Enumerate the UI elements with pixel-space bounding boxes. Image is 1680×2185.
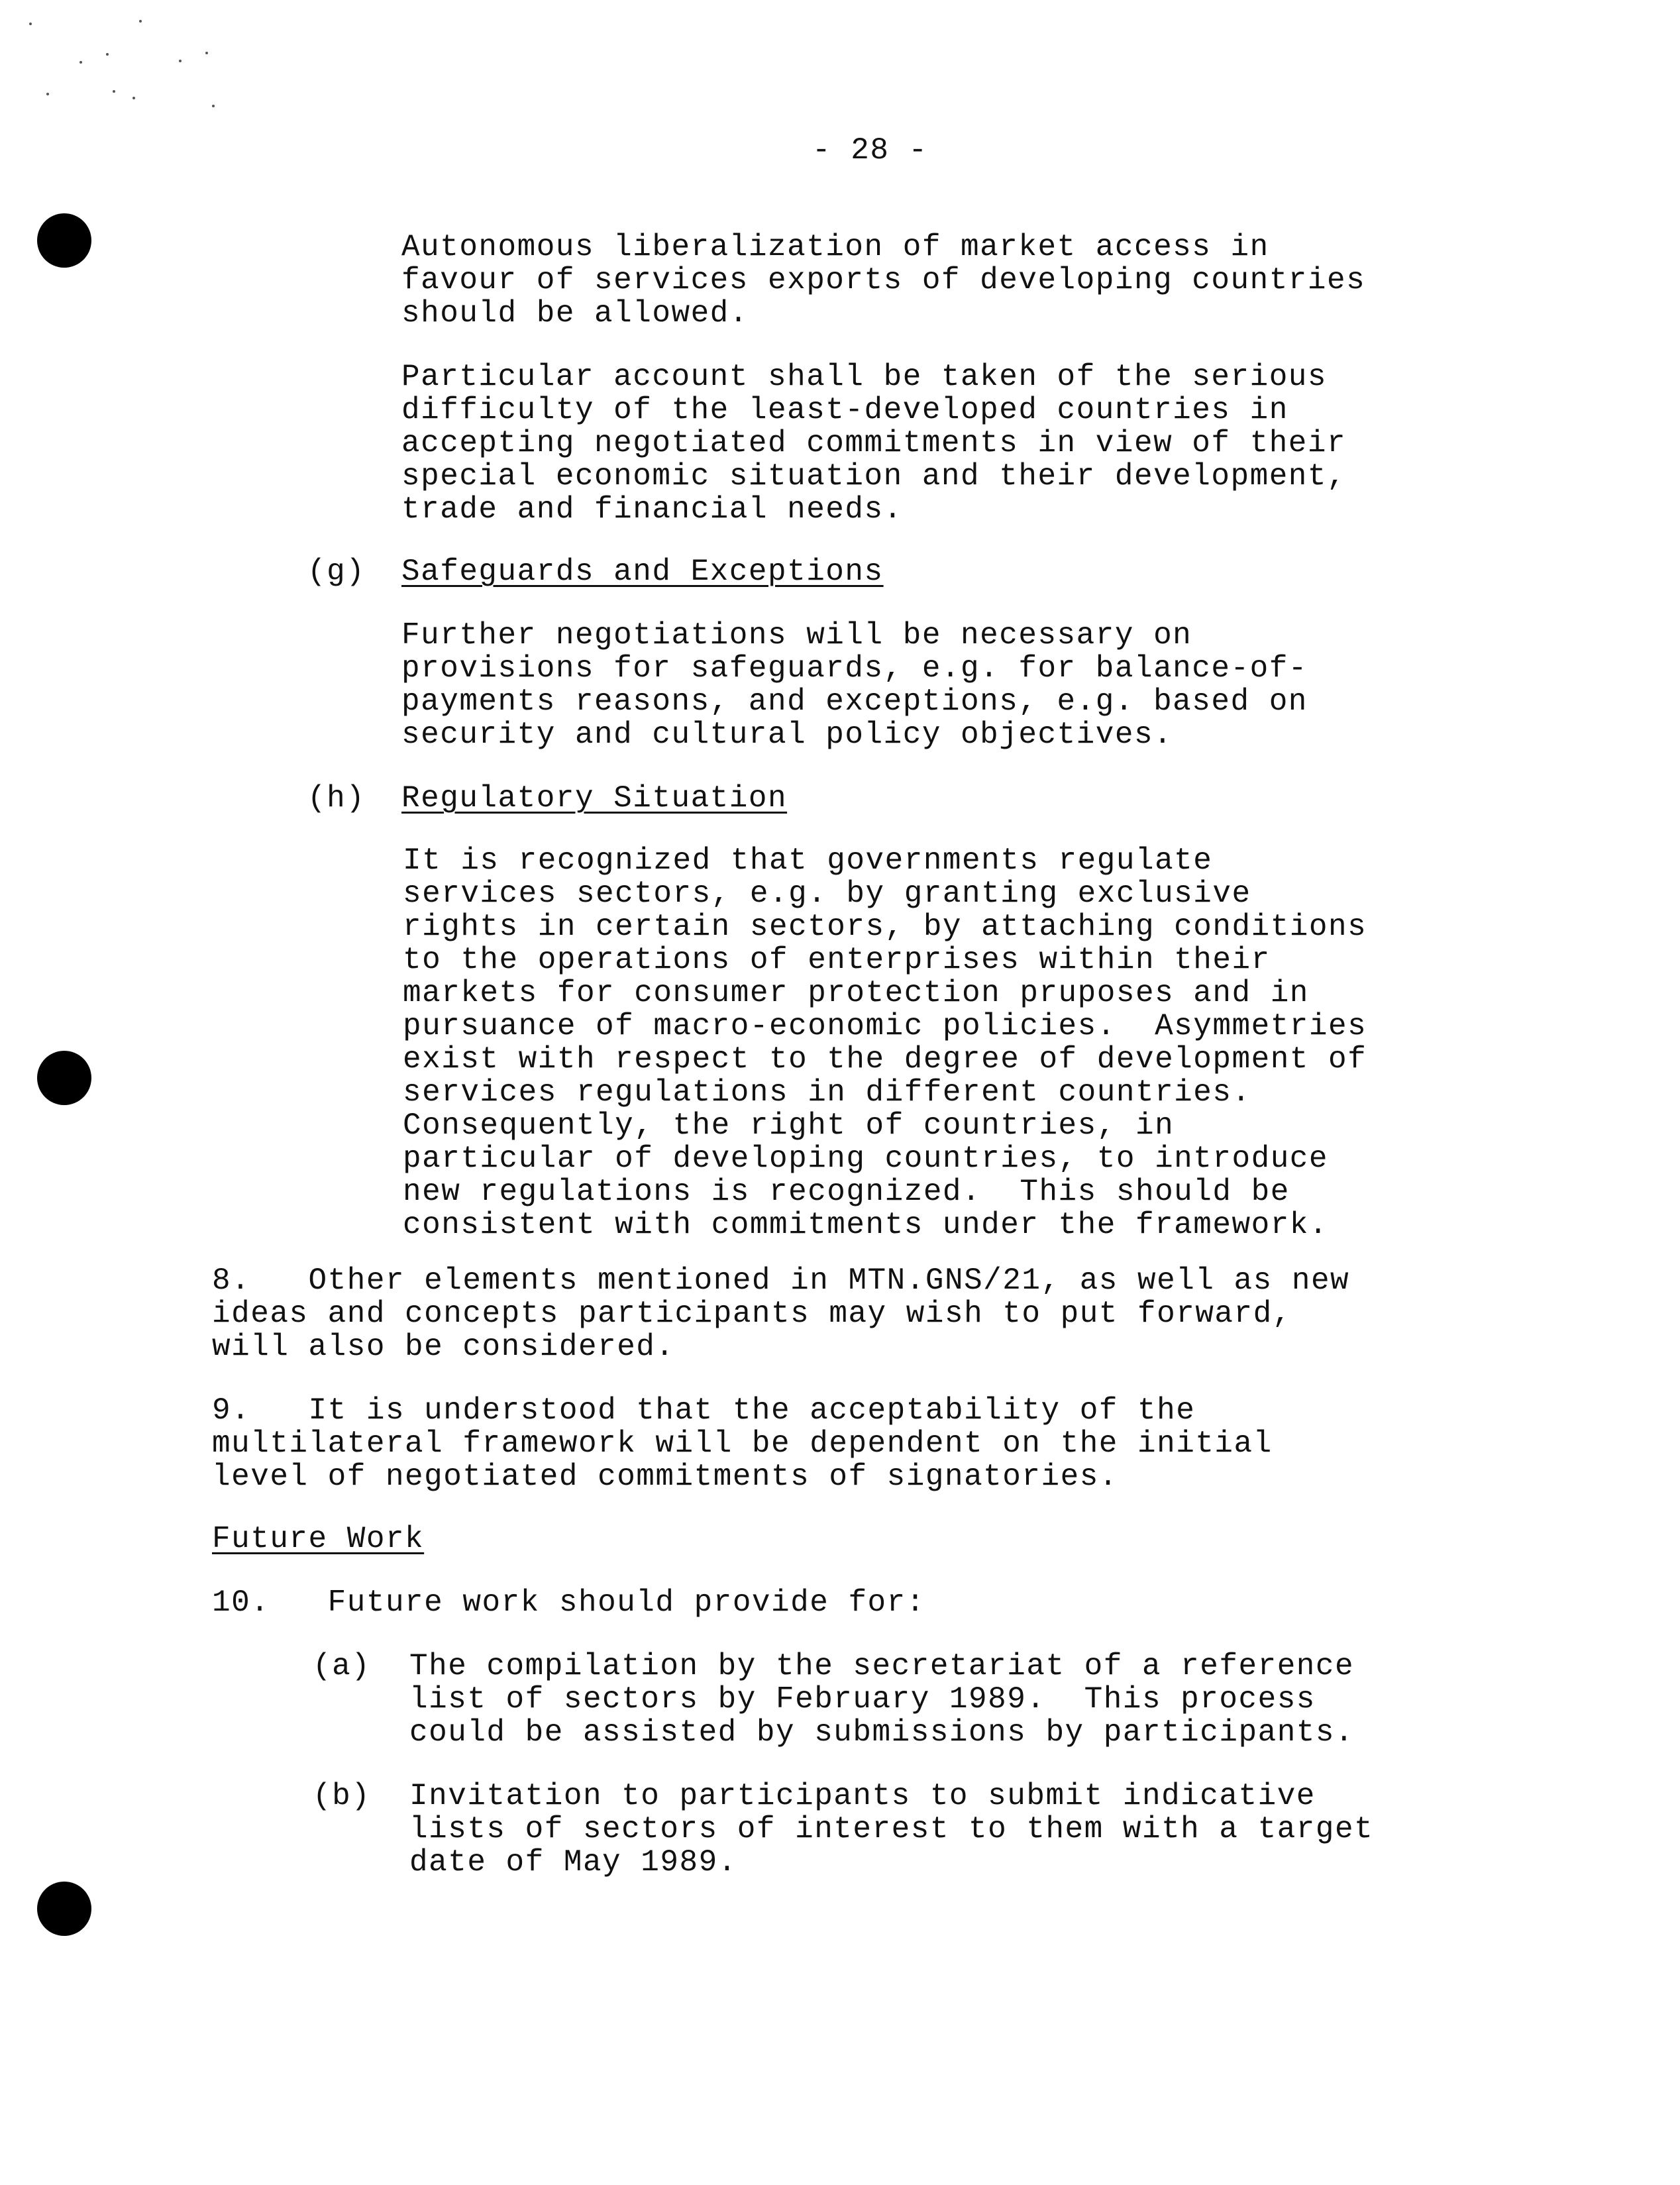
text-line: multilateral framework will be dependent on the initial	[212, 1426, 1273, 1461]
scan-speck	[113, 90, 115, 93]
text-line: Further negotiations will be necessary on	[401, 618, 1192, 653]
item-b-text	[409, 1780, 1373, 1879]
section-h-heading: Regulatory Situation	[401, 781, 788, 816]
text-line: to the operations of enterprises within their	[403, 943, 1271, 977]
regulatory-paragraph	[403, 844, 1367, 1242]
text-line: trade and financial needs.	[401, 492, 903, 527]
text-line: pursuance of macro-economic policies. Asymmetries	[403, 1009, 1367, 1043]
safeguards-paragraph	[401, 619, 1308, 751]
punch-hole-top	[37, 213, 91, 268]
text-line: will also be considered.	[212, 1330, 675, 1364]
scan-speck	[29, 23, 32, 25]
text-line: 9. It is understood that the acceptability of the	[212, 1393, 1196, 1428]
text-line: consistent with commitments under the framework.	[403, 1208, 1329, 1242]
item-b-marker: (b)	[313, 1779, 371, 1813]
text-line: list of sectors by February 1989. This process	[409, 1682, 1316, 1717]
text-line: exist with respect to the degree of development of	[403, 1042, 1367, 1077]
scan-speck	[179, 60, 182, 62]
text-line: rights in certain sectors, by attaching conditions	[403, 910, 1367, 944]
text-line: ideas and concepts participants may wish to put forward,	[212, 1297, 1292, 1331]
text-line: favour of services exports of developing countries	[401, 263, 1366, 297]
paragraph-10-intro: 10. Future work should provide for:	[212, 1585, 925, 1620]
text-line: services regulations in different countries.	[403, 1075, 1251, 1110]
scan-speck	[106, 53, 109, 56]
text-line: could be assisted by submissions by participants.	[409, 1715, 1355, 1750]
punch-hole-bottom	[37, 1882, 91, 1936]
text-line: provisions for safeguards, e.g. for balance-of-	[401, 651, 1308, 686]
text-line: difficulty of the least-developed countries in	[401, 393, 1288, 427]
text-line: It is recognized that governments regulate	[403, 843, 1213, 878]
item-a-marker: (a)	[313, 1649, 371, 1683]
section-g-marker: (g)	[307, 555, 366, 589]
autonomous-liberalization-paragraph	[401, 231, 1365, 330]
text-line: particular of developing countries, to introduce	[403, 1142, 1329, 1176]
text-line: level of negotiated commitments of signatories.	[212, 1460, 1118, 1494]
text-line: payments reasons, and exceptions, e.g. based on	[401, 684, 1308, 719]
future-work-heading: Future Work	[212, 1522, 425, 1556]
section-g-heading: Safeguards and Exceptions	[401, 555, 884, 589]
text-line: lists of sectors of interest to them with a target	[409, 1812, 1374, 1846]
text-line: Particular account shall be taken of the serious	[401, 360, 1328, 394]
scan-speck	[212, 105, 215, 107]
paragraph-9	[212, 1394, 1273, 1493]
text-line: should be allowed.	[401, 296, 749, 331]
scan-speck	[79, 61, 82, 64]
text-line: 8. Other elements mentioned in MTN.GNS/21, as well as new	[212, 1263, 1350, 1298]
scan-speck	[205, 52, 208, 54]
section-h-marker: (h)	[307, 781, 366, 816]
page-number: - 28 -	[812, 133, 928, 168]
text-line: Invitation to participants to submit indicative	[409, 1779, 1316, 1813]
text-line: date of May 1989.	[409, 1845, 737, 1880]
text-line: special economic situation and their development,	[401, 459, 1347, 494]
scan-speck	[132, 97, 135, 99]
text-line: The compilation by the secretariat of a reference	[409, 1649, 1355, 1683]
least-developed-paragraph	[401, 360, 1346, 526]
text-line: services sectors, e.g. by granting exclusive	[403, 877, 1251, 911]
text-line: markets for consumer protection pruposes and in	[403, 976, 1309, 1010]
text-line: Consequently, the right of countries, in	[403, 1108, 1175, 1143]
text-line: new regulations is recognized. This should be	[403, 1175, 1290, 1209]
punch-hole-middle	[37, 1051, 91, 1105]
text-line: accepting negotiated commitments in view of their	[401, 426, 1347, 460]
text-line: Autonomous liberalization of market access in	[401, 230, 1269, 264]
scan-speck	[46, 93, 49, 95]
paragraph-8	[212, 1264, 1349, 1363]
scan-speck	[139, 20, 142, 23]
text-line: security and cultural policy objectives.	[401, 718, 1173, 752]
item-a-text	[409, 1650, 1354, 1749]
